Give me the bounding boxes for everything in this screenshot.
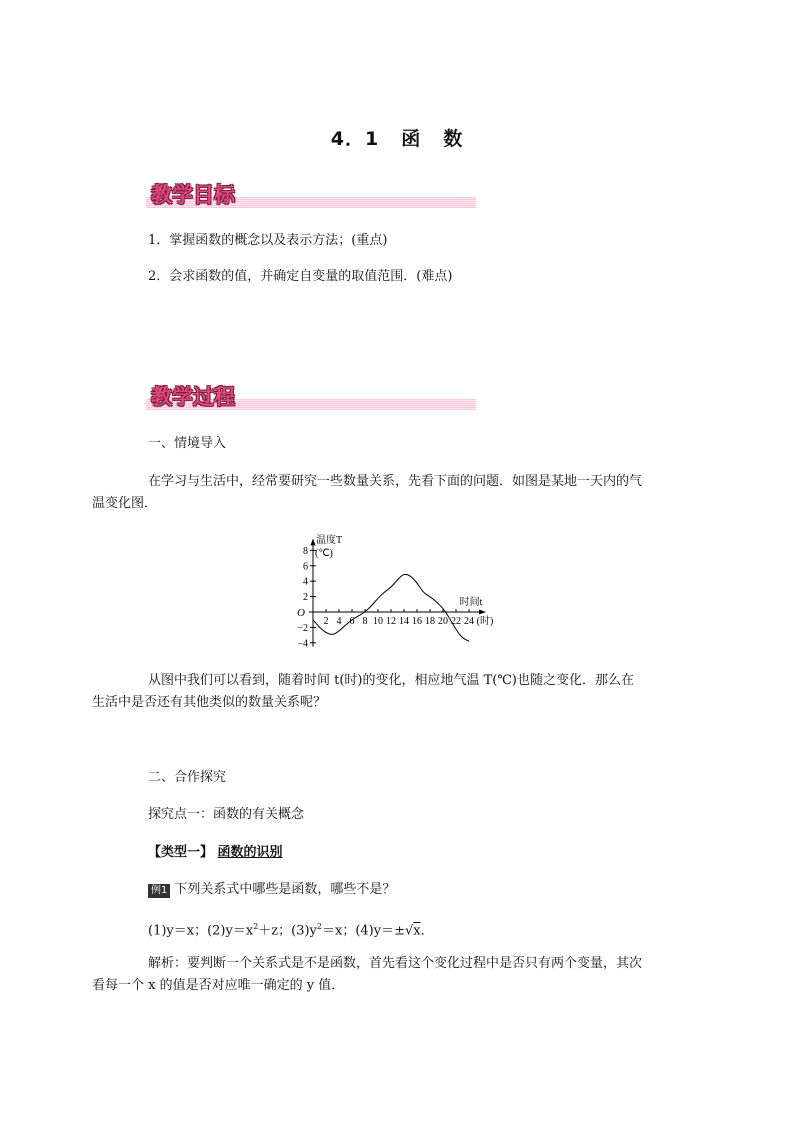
example-text: 下列关系式中哪些是函数，哪些不是？ <box>174 882 396 897</box>
formula-part-a: (1)y＝x；(2)y＝x <box>148 923 254 939</box>
type-line <box>148 842 283 864</box>
intro-paragraph <box>92 471 680 515</box>
banner-label: 教学过程 <box>151 385 235 409</box>
x-tick-label: 22 <box>451 616 461 627</box>
heading-cooperation: 二、合作探究 <box>148 770 227 785</box>
y-tick-label: −4 <box>297 638 308 650</box>
x-tick-label: 10 <box>373 616 383 627</box>
y-axis-label: 温度T <box>316 535 343 546</box>
sqrt-argument: x <box>413 923 421 939</box>
y-axis-arrow <box>311 538 316 545</box>
analysis-line-2: 看每一个 x 的值是否对应唯一确定的 y 值． <box>92 978 345 993</box>
x-tick-label: 4 <box>336 616 342 627</box>
x-axis-arrow <box>479 610 486 615</box>
title-char-1: 函 <box>401 128 422 150</box>
y-tick-label: 4 <box>303 576 308 588</box>
intro-line-2: 温变化图． <box>92 496 158 511</box>
after-chart-paragraph <box>92 670 680 714</box>
y-tick-label: 2 <box>303 592 308 604</box>
sqrt-symbol: √ <box>404 923 414 939</box>
example-badge: 例1 <box>148 884 170 898</box>
x-tick-label: 16 <box>412 616 422 627</box>
x-tick-label: 18 <box>425 616 435 627</box>
formula-sup-2: 2 <box>316 922 322 931</box>
x-tick-label: 14 <box>399 616 409 627</box>
formula-end: ． <box>420 923 434 939</box>
type-bracket: 【类型一】 <box>148 845 214 860</box>
x-tick-label: 20 <box>438 616 448 627</box>
chart-plot <box>297 533 493 649</box>
y-tick-label: 8 <box>303 545 308 557</box>
formula-part-c: ＝x；(4)y＝± <box>321 923 405 939</box>
analysis-line-1: 解析：要判断一个关系式是不是函数，首先看这个变化过程中是否只有两个变量，其次 <box>148 956 643 971</box>
formula-part-b: ＋z；(3)y <box>258 923 317 939</box>
x-tick-label: 24 <box>464 616 474 627</box>
x-tick-label: 6 <box>349 616 355 627</box>
x-tick-label: 12 <box>386 616 396 627</box>
origin-label: O <box>297 607 305 619</box>
title-number: 4．1 <box>330 128 380 150</box>
temperature-curve <box>313 574 469 641</box>
banner-label: 教学目标 <box>151 183 235 207</box>
after-line-1: 从图中我们可以看到，随着时间 t(时)的变化，相应地气温 T(℃)也随之变化．那么在 <box>148 673 634 688</box>
temperature-chart <box>296 530 536 650</box>
section-banner-process <box>146 384 476 410</box>
formula-sup-1: 2 <box>253 922 259 931</box>
analysis-paragraph <box>92 953 680 997</box>
y-axis-unit: (℃) <box>315 548 333 559</box>
x-tick-label: 8 <box>362 616 368 627</box>
heading-scenario: 一、情境导入 <box>148 436 227 451</box>
x-axis-label: 时间t <box>459 597 483 608</box>
objective-1: 1．掌握函数的概念以及表示方法；(重点) <box>148 233 388 248</box>
example-line <box>148 879 395 901</box>
page-title <box>0 124 794 151</box>
after-line-2: 生活中是否还有其他类似的数量关系呢？ <box>92 695 327 710</box>
objective-2: 2．会求函数的值，并确定自变量的取值范围．(难点) <box>148 269 453 284</box>
type-title: 函数的识别 <box>217 845 283 860</box>
title-char-2: 数 <box>443 128 464 150</box>
intro-line-1: 在学习与生活中，经常要研究一些数量关系，先看下面的问题．如图是某地一天内的气 <box>148 474 643 489</box>
inquiry-point: 探究点一：函数的有关概念 <box>148 807 305 822</box>
y-tick-label: 6 <box>303 561 308 573</box>
x-tick-label: 2 <box>323 616 329 627</box>
section-banner-objectives <box>146 182 476 208</box>
y-tick-label: −2 <box>297 622 308 634</box>
formula-line <box>148 916 434 942</box>
x-axis-unit: (时) <box>476 616 494 627</box>
